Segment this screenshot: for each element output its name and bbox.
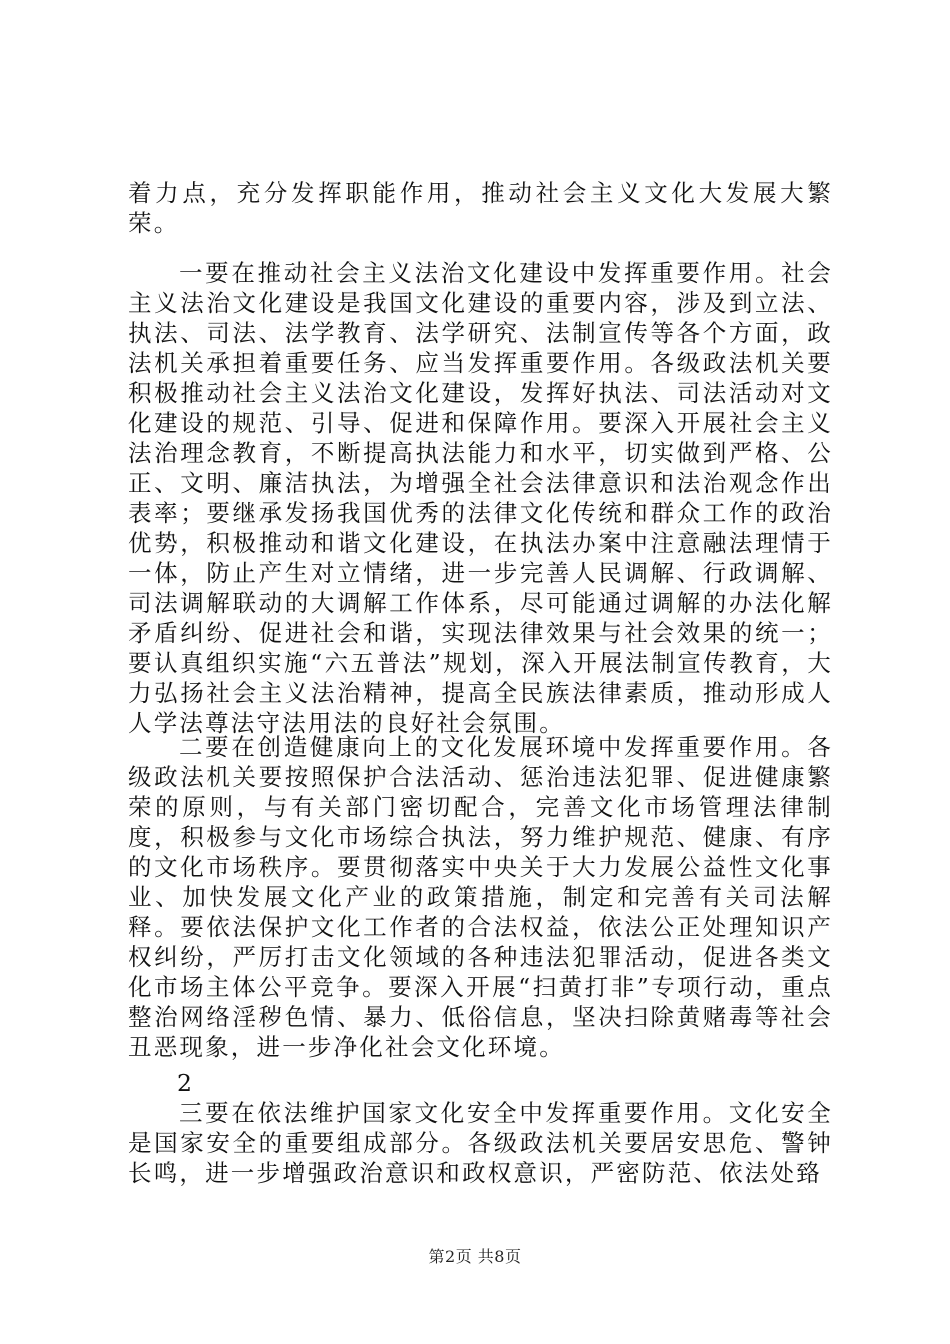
inline-page-number: 2 [177, 1069, 195, 1097]
paragraph-cultural-environment: 二要在创造健康向上的文化发展环境中发挥重要作用。各级政法机关要按照保护合法活动、惩治违法犯罪、促进健康繁荣的原则，与有关部门密切配合，完善文化市场管理法律制度，积极参与文化市场综合执法，努力维护规范、健康、有序的文化市场秩序。要贯彻落实中央关于大力发展公益性文化事业、加快发展文化产业的政策措施，制定和完善有关司法解释。要依法保护文化工作者的合法权益，依法公正处理知识产权纠纷，严厉打击文化领域的各种违法犯罪活动，促进各类文化市场主体公平竞争。要深入开展“扫黄打非”专项行动，重点整治网络淫秽色情、暴力、低俗信息，坚决扫除黄赌毒等社会丑恶现象，进一步净化社会文化环境。 [128, 733, 833, 1061]
paragraph-continuation: 着力点，充分发挥职能作用，推动社会主义文化大发展大繁荣。 [128, 179, 833, 237]
paragraph-legal-culture: 一要在推动社会主义法治文化建设中发挥重要作用。社会主义法治文化建设是我国文化建设的重要内容，涉及到立法、执法、司法、法学教育、法学研究、法制宣传等各个方面，政法机关承担着重要任务、应当发挥重要作用。各级政法机关要积极推动社会主义法治文化建设，发挥好执法、司法活动对文化建设的规范、引导、促进和保障作用。要深入开展社会主义法治理念教育，不断提高执法能力和水平，切实做到严格、公正、文明、廉洁执法，为增强全社会法律意识和法治观念作出表率；要继承发扬我国优秀的法律文化传统和群众工作的政治优势，积极推动和谐文化建设，在执法办案中注意融法理情于一体，防止产生对立情绪，进一步完善人民调解、行政调解、司法调解联动的大调解工作体系，尽可能通过调解的办法化解矛盾纠纷、促进社会和谐，实现法律效果与社会效果的统一；要认真组织实施“六五普法”规划，深入开展法制宣传教育，大力弘扬社会主义法治精神，提高全民族法律素质，推动形成人人学法尊法守法用法的良好社会氛围。 [128, 259, 833, 737]
paragraph-cultural-security: 三要在依法维护国家文化安全中发挥重要作用。文化安全是国家安全的重要组成部分。各级政法机关要居安思危、警钟长鸣，进一步增强政治意识和政权意识，严密防范、依法处臵 [128, 1099, 833, 1187]
page-footer: 第2页 共8页 [428, 1247, 522, 1266]
